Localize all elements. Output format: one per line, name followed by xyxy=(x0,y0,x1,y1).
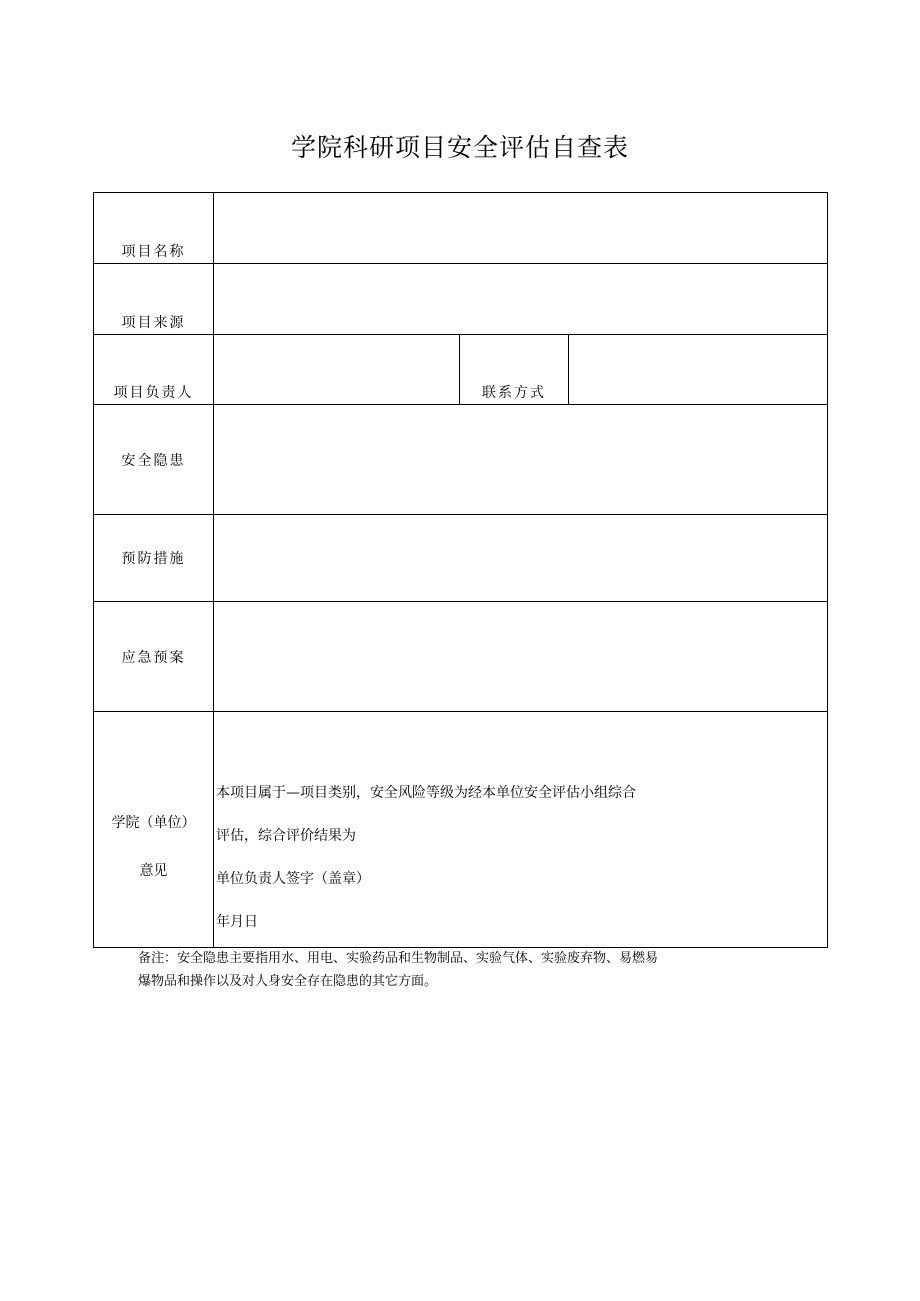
row-project-name xyxy=(94,193,828,264)
project-name-label: 项目名称 xyxy=(94,193,214,264)
emergency-label: 应急预案 xyxy=(94,602,214,712)
emergency-value xyxy=(214,602,828,712)
opinion-text-line3: 单位负责人签字（盖章） xyxy=(216,871,370,887)
hazards-label: 安全隐患 xyxy=(94,405,214,515)
hazards-value xyxy=(214,405,828,515)
footnote-line1: 备注：安全隐患主要指用水、用电、实验药品和生物制品、实验气体、实验废弃物、易燃易 xyxy=(138,951,659,966)
project-leader-value xyxy=(214,335,460,405)
prevention-label: 预防措施 xyxy=(94,515,214,602)
prevention-value xyxy=(214,515,828,602)
project-source-value xyxy=(214,264,828,335)
opinion-text-line4: 年月日 xyxy=(216,914,258,930)
assessment-form-table xyxy=(93,192,828,948)
row-opinion xyxy=(94,712,828,948)
project-source-label: 项目来源 xyxy=(94,264,214,335)
opinion-label xyxy=(94,712,214,948)
contact-value xyxy=(569,335,828,405)
row-prevention xyxy=(94,515,828,602)
opinion-text-line2: 评估，综合评价结果为 xyxy=(216,828,356,844)
opinion-content xyxy=(214,712,828,948)
contact-label: 联系方式 xyxy=(460,335,569,405)
page-title: 学院科研项目安全评估自查表 xyxy=(290,133,629,162)
opinion-label-line1: 学院（单位） xyxy=(111,814,196,831)
row-project-source xyxy=(94,264,828,335)
project-leader-label: 项目负责人 xyxy=(94,335,214,405)
project-name-value xyxy=(214,193,828,264)
row-project-leader xyxy=(94,335,828,405)
opinion-label-line2: 意见 xyxy=(139,862,168,879)
footnote xyxy=(138,947,778,993)
opinion-text-line1: 本项目属于—项目类别，安全风险等级为经本单位安全评估小组综合 xyxy=(216,785,636,801)
footnote-line2: 爆物品和操作以及对人身安全存在隐患的其它方面。 xyxy=(138,974,438,989)
row-emergency xyxy=(94,602,828,712)
row-hazards xyxy=(94,405,828,515)
